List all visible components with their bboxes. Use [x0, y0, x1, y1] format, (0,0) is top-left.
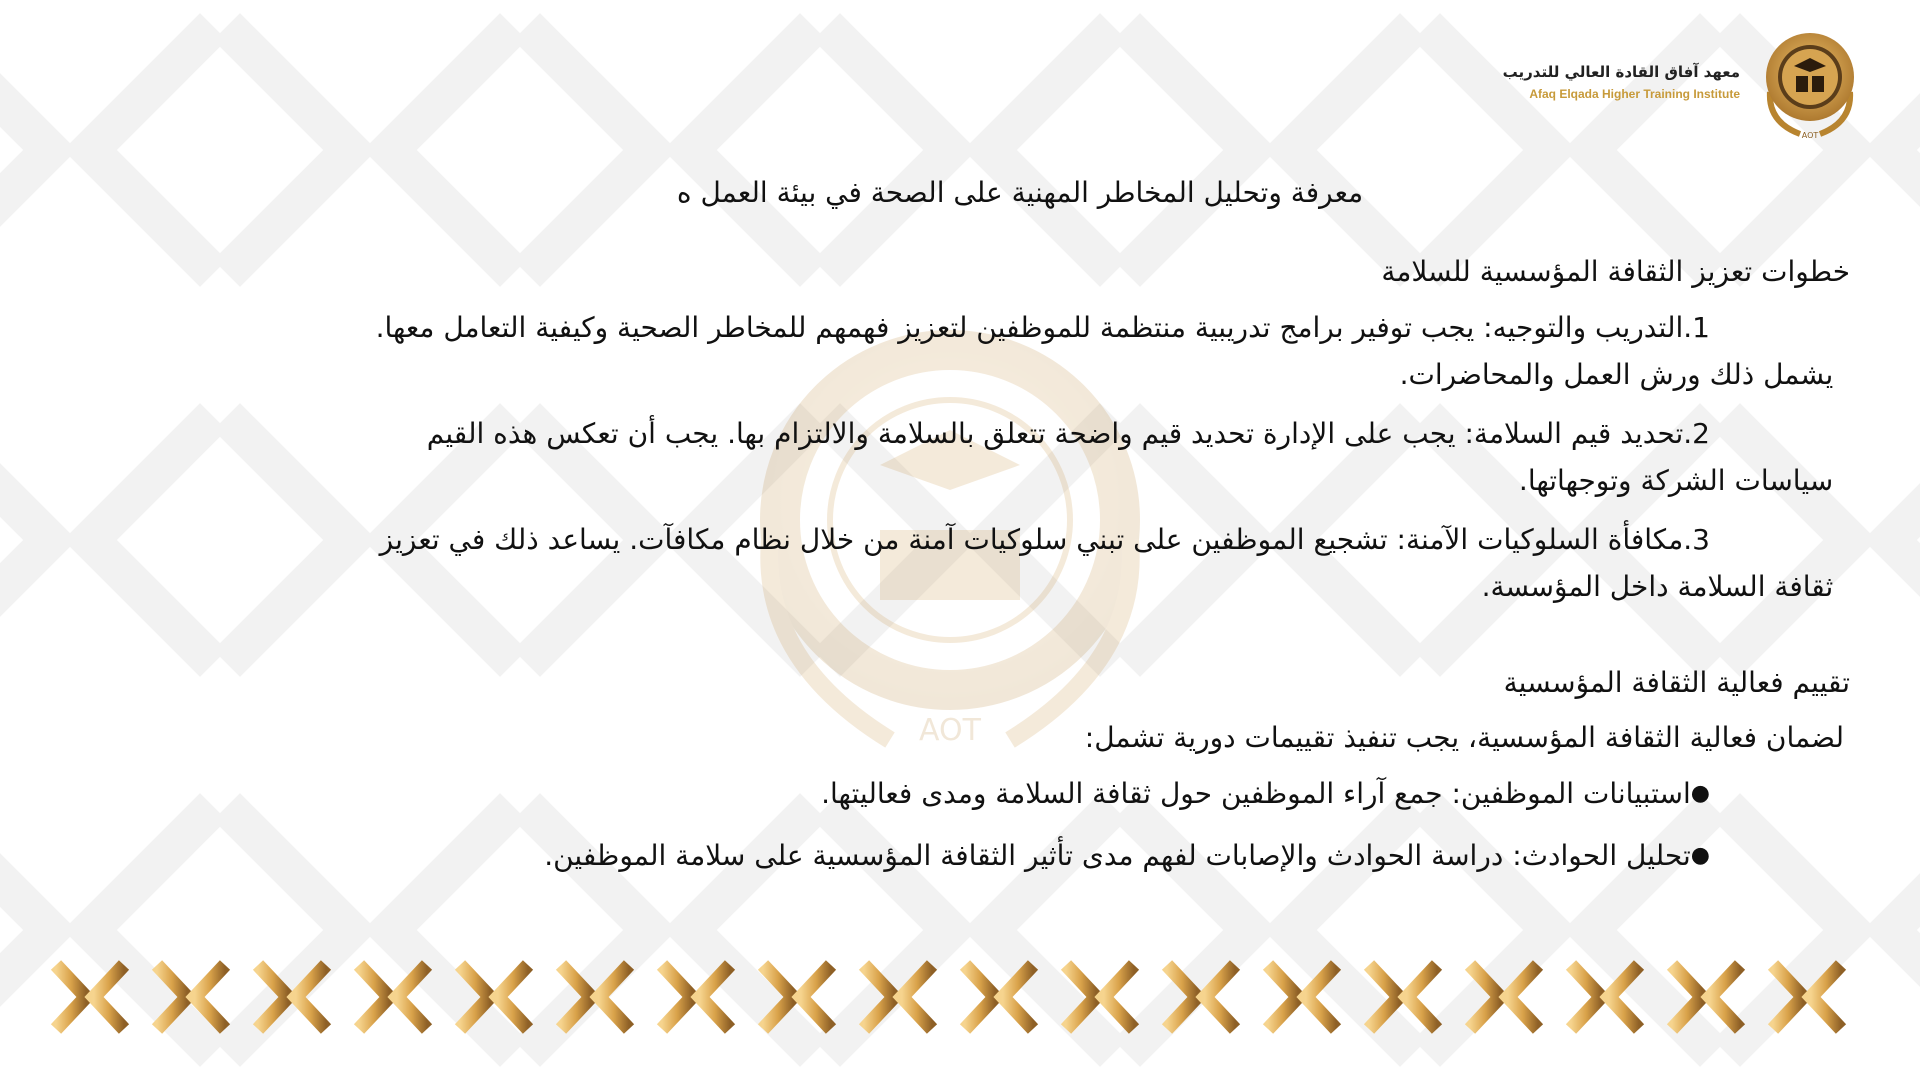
- bottom-decorative-band: [50, 955, 1880, 1050]
- document-title: معرفة وتحليل المخاطر المهنية على الصحة في بيئة العمل ه: [676, 176, 1364, 209]
- band-chevron-mark: [1407, 965, 1437, 1029]
- background-chevron: [1890, 430, 1920, 650]
- svg-text:AOT: AOT: [919, 713, 981, 748]
- list-item-number: 3.: [1683, 523, 1710, 556]
- list-item-line: ثقافة السلامة داخل المؤسسة.: [1481, 570, 1834, 603]
- bullet-icon: ●: [1690, 781, 1710, 806]
- band-chevron-mark: [1306, 965, 1336, 1029]
- band-chevron-mark: [1710, 965, 1740, 1029]
- institute-emblem-icon: [1750, 22, 1870, 142]
- band-chevron-mark: [965, 965, 995, 1029]
- band-chevron-mark: [1104, 965, 1134, 1029]
- band-chevron-mark: [397, 965, 427, 1029]
- background-chevron: [0, 820, 50, 1040]
- institute-logo: [1503, 22, 1870, 142]
- list-item-number: 2.: [1683, 417, 1710, 450]
- band-chevron-mark: [1205, 965, 1235, 1029]
- list-item-line: سياسات الشركة وتوجهاتها.: [1518, 464, 1834, 497]
- list-item-line: التدريب والتوجيه: يجب توفير برامج تدريبية منتظمة للموظفين لتعزيز فهمهم للمخاطر الصحية وكيفية التعامل معها.: [375, 311, 1684, 344]
- band-chevron-mark: [1508, 965, 1538, 1029]
- list-item-text: [110, 410, 1834, 504]
- band-chevron-mark: [1811, 965, 1841, 1029]
- band-chevron-mark: [1003, 965, 1033, 1029]
- band-chevron-mark: [763, 965, 793, 1029]
- band-chevron-mark: [1167, 965, 1197, 1029]
- band-chevron-mark: [1672, 965, 1702, 1029]
- background-chevron: [1890, 820, 1920, 1040]
- band-chevron-mark: [662, 965, 692, 1029]
- bullet-text: استبيانات الموظفين: جمع آراء الموظفين حول ثقافة السلامة ومدى فعاليتها.: [821, 777, 1691, 810]
- steps-list: [110, 304, 1850, 610]
- institute-name-arabic: معهد آفاق القادة العالي للتدريب: [1502, 63, 1740, 81]
- band-chevron-mark: [94, 965, 124, 1029]
- band-chevron-mark: [1066, 965, 1096, 1029]
- band-chevron-mark: [56, 965, 86, 1029]
- bullet-text: تحليل الحوادث: دراسة الحوادث والإصابات لفهم مدى تأثير الثقافة المؤسسية على سلامة الموظفين.: [544, 839, 1691, 872]
- list-item-line: يشمل ذلك ورش العمل والمحاضرات.: [1399, 358, 1834, 391]
- band-chevron-mark: [561, 965, 591, 1029]
- list-item: [110, 410, 1850, 504]
- svg-text:AOT: AOT: [1801, 131, 1819, 140]
- list-item: [110, 516, 1850, 610]
- list-item-number: 1.: [1683, 311, 1710, 344]
- institute-name: [1503, 63, 1740, 101]
- list-item-line: مكافأة السلوكيات الآمنة: تشجيع الموظفين على تبني سلوكيات آمنة من خلال نظام مكافآت. يساعد ذلك في تعزيز: [379, 523, 1684, 556]
- bullet-icon: ●: [1690, 843, 1710, 868]
- background-chevron: [0, 40, 50, 260]
- document-content: [110, 160, 1850, 898]
- band-chevron-mark: [1369, 965, 1399, 1029]
- band-chevron-mark: [1571, 965, 1601, 1029]
- band-chevron-mark: [460, 965, 490, 1029]
- band-chevron-mark: [1773, 965, 1803, 1029]
- band-chevron-mark: [700, 965, 730, 1029]
- band-chevron-mark: [359, 965, 389, 1029]
- band-chevron-mark: [599, 965, 629, 1029]
- background-chevron: [0, 430, 50, 650]
- band-chevron-mark: [902, 965, 932, 1029]
- band-chevron-mark: [1609, 965, 1639, 1029]
- section-heading-evaluation: تقييم فعالية الثقافة المؤسسية: [1503, 666, 1850, 699]
- band-chevron-mark: [864, 965, 894, 1029]
- evaluation-bullet-list: [110, 774, 1850, 876]
- band-chevron-mark: [258, 965, 288, 1029]
- list-item-text: [110, 516, 1834, 610]
- list-item: [110, 836, 1850, 876]
- band-chevron-mark: [1268, 965, 1298, 1029]
- list-item: [110, 774, 1850, 814]
- band-chevron-mark: [498, 965, 528, 1029]
- list-item: [110, 304, 1850, 398]
- list-item-text: [110, 304, 1834, 398]
- band-chevron-mark: [157, 965, 187, 1029]
- institute-name-english: Afaq Elqada Higher Training Institute: [1529, 87, 1740, 101]
- band-chevron-mark: [195, 965, 225, 1029]
- evaluation-intro: لضمان فعالية الثقافة المؤسسية، يجب تنفيذ تقييمات دورية تشمل:: [1084, 721, 1844, 754]
- section-heading-safety-culture: خطوات تعزيز الثقافة المؤسسية للسلامة: [1381, 255, 1850, 288]
- band-chevron-mark: [1470, 965, 1500, 1029]
- background-chevron: [1890, 40, 1920, 260]
- band-chevron-mark: [296, 965, 326, 1029]
- list-item-line: تحديد قيم السلامة: يجب على الإدارة تحديد قيم واضحة تتعلق بالسلامة والالتزام بها. يجب أن تعكس هذه القيم: [426, 417, 1684, 450]
- band-chevron-mark: [801, 965, 831, 1029]
